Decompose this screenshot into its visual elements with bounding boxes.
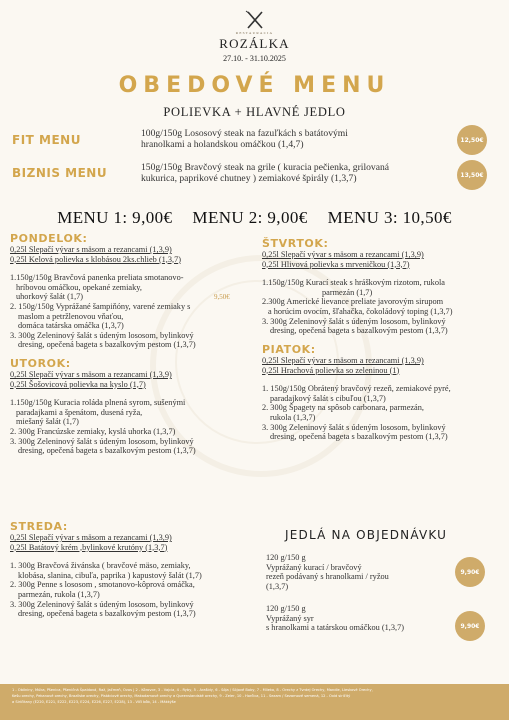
day-stvrtok [262,237,504,336]
dish-item: 2. 150g/150g Vyprážané šampiňóny, varené zemiaky s maslom a petržlenovou vňaťou, domáca tatárska omáčka (1,3,7) [10,301,191,331]
dish-item: 1. 300g Bravčová živánska ( bravčové mäso, zemiaky, klobása, slanina, cibuľa, paprika ) kapustový šalát (1,7) [10,561,202,580]
dish-item: 3. 300g Zeleninový šalát s údeným lososom, bylinkový dresing, opečená bageta s bazalkovým pestom (1,3,7) [10,330,196,350]
soup-line: 0,25l Šošovicová polievka na kyslo (1,7) [10,379,146,389]
fit-menu-label: FIT MENU [12,133,81,147]
day-streda [10,520,260,619]
dish-item: 2.300g Americké lievance preliate javorovým sirupom a horúcim ovocím, šľahačka, čokoládový toping (1,3,7) [262,297,453,316]
fork-knife-icon [243,10,267,30]
order-item-price: 9,90€ [455,557,485,587]
dish-item: 3. 300g Zeleninový šalát s údeným lososom, bylinkový dresing, opečená bageta s bazalkovým pestom (1,3,7) [262,316,448,336]
dish-item: 3. 300g Zeleninový šalát s údeným lososom, bylinkový dresing, opečená bageta s bazalkovým pestom (1,3,7) [10,599,196,619]
menu-prices-row [0,208,509,228]
soup-line: 0,25l Hrachová polievka so zeleninou (1) [262,365,400,375]
page-title: OBEDOVÉ MENU [118,73,391,98]
menu-dates: 27.10. - 31.10.2025 [223,54,286,63]
soup-line: 0,25l Slepačí vývar s mäsom a rezancami (1,3,9) [262,356,424,365]
day-pondelok [10,232,260,350]
soup-line: 0,25l Slepačí vývar s mäsom a rezancami (1,3,9) [10,245,172,254]
extra-price: 9,50€ [214,293,230,301]
soup-line: 0,25l Slepačí vývar s mäsom a rezancami (1,3,9) [10,533,172,542]
dish-item: 3. 300g Zeleninový šalát s údeným lososom, bylinkový dresing, opečená bageta s bazalkovým pestom (1,3,7) [262,422,448,442]
soup-line: 0,25l Slepačí vývar s mäsom a rezancami (1,3,9) [262,250,424,259]
menu-1-price: MENU 1: 9,00€ [57,208,173,227]
dish-item: 1.150g/150g Kuracia roláda plnená syrom, sušenými paradajkami a špenátom, dusená ryža, miešaný šalát (1,7) [10,398,186,427]
dish-item: 1.150g/150g Bravčová panenka preliata smotanovo- hríbovou omáčkou, opekané zemiaky, uhorkový šalát (1,7) [10,273,184,302]
day-title: PIATOK: [262,343,316,356]
fit-menu-desc: 100g/150g Lososový steak na fazuľkách s batátovými hranolkami a holandskou omáčkou (1,4,7) [141,128,348,150]
allergen-list: 1 - Obilniny, Múka, Pšenica, Pšeničná Špaldová, Raž, Jačmeň, Ovos | 2 - Kôrovce, 3 - Vajcia, 4 - Ryby, 5 - Arašidy, 6 - Sója / Sójové Boby, 7 - Mlieko, 8 - Orechy z Tvrdej Orechy, Mandle, Lieskové Orechy, Kešu orechy, Pekanové orechy, Brazílske orechy, Pistáciové orechy, Makadamové orechy a Queenslandské orechy, 9 - Zeler, 10 - Horčica, 11 - Sezam / Sezamové semená, 12 - Oxid siričitý a Siričitany (E220, E221, E222, E223, E224, E226, E227, E228), 13 - Vlčí bôb, 14 - Mäkkýše [12,688,373,704]
day-title: PONDELOK: [10,232,88,245]
day-title: ŠTVRTOK: [262,237,329,250]
dish-item: 1.150g/150g Kurací steak s hráškovým rizotom, rukola parmezán (1,7) [262,278,445,297]
order-item: 120 g/150 g Vyprážaný kurací / bravčový rezeň podávaný s hranolkami / ryžou (1,3,7) [266,553,389,591]
menu-3-price: MENU 3: 10,50€ [327,208,452,227]
page-subtitle: POLIEVKA + HLAVNÉ JEDLO [163,105,346,119]
menu-2-price: MENU 2: 9,00€ [192,208,308,227]
brand-subtitle: RESTAURACIA [235,31,274,35]
dish-item: 2. 300g Špagety na spôsob carbonara, parmezán, rukola (1,3,7) [262,403,424,422]
day-utorok [10,357,260,456]
day-piatok [262,343,504,442]
allergen-footer [0,684,509,720]
dish-item: 2. 300g Penne s lososom , smotanovo-kôprová omáčka, parmezán, rukola (1,3,7) [10,580,195,599]
biznis-menu-price: 13,50€ [457,160,487,190]
soup-line: 0,25l Batátový krém ,bylinkové krutóny (1,3,7) [10,542,168,552]
day-title: STREDA: [10,520,68,533]
dish-item: 1. 150g/150g Obrátený bravčový rezeň, zemiakové pyré, paradajkový šalát s cibuľou (1,3,7) [262,384,451,403]
fit-menu-price: 12,50€ [457,125,487,155]
soup-line: 0,25l Hlivová polievka s mrveničkou (1,3,7) [262,259,410,269]
order-section-title: JEDLÁ NA OBJEDNÁVKU [285,528,448,542]
biznis-menu-desc: 150g/150g Bravčový steak na grile ( kuracia pečienka, grilovaná kukurica, paprikové chutney ) zemiakové špirály (1,3,7) [141,162,390,184]
biznis-menu-label: BIZNIS MENU [12,166,108,180]
brand-name: ROZÁLKA [219,36,290,51]
day-title: UTOROK: [10,357,71,370]
soup-line: 0,25l Kelová polievka s klobásou 2ks.chlieb (1,3,7) [10,254,181,264]
order-item: 120 g/150 g Vyprážaný syr s hranolkami a tatárskou omáčkou (1,3,7) [266,604,405,633]
order-item-price: 9,90€ [455,611,485,641]
dish-item: 3. 300g Zeleninový šalát s údeným lososom, bylinkový dresing, opečená bageta s bazalkovým pestom (1,3,7) [10,436,196,456]
soup-line: 0,25l Slepačí vývar s mäsom a rezancami (1,3,9) [10,370,172,379]
dish-item: 2. 300g Francúzske zemiaky, kyslá uhorka (1,3,7) [10,426,176,436]
